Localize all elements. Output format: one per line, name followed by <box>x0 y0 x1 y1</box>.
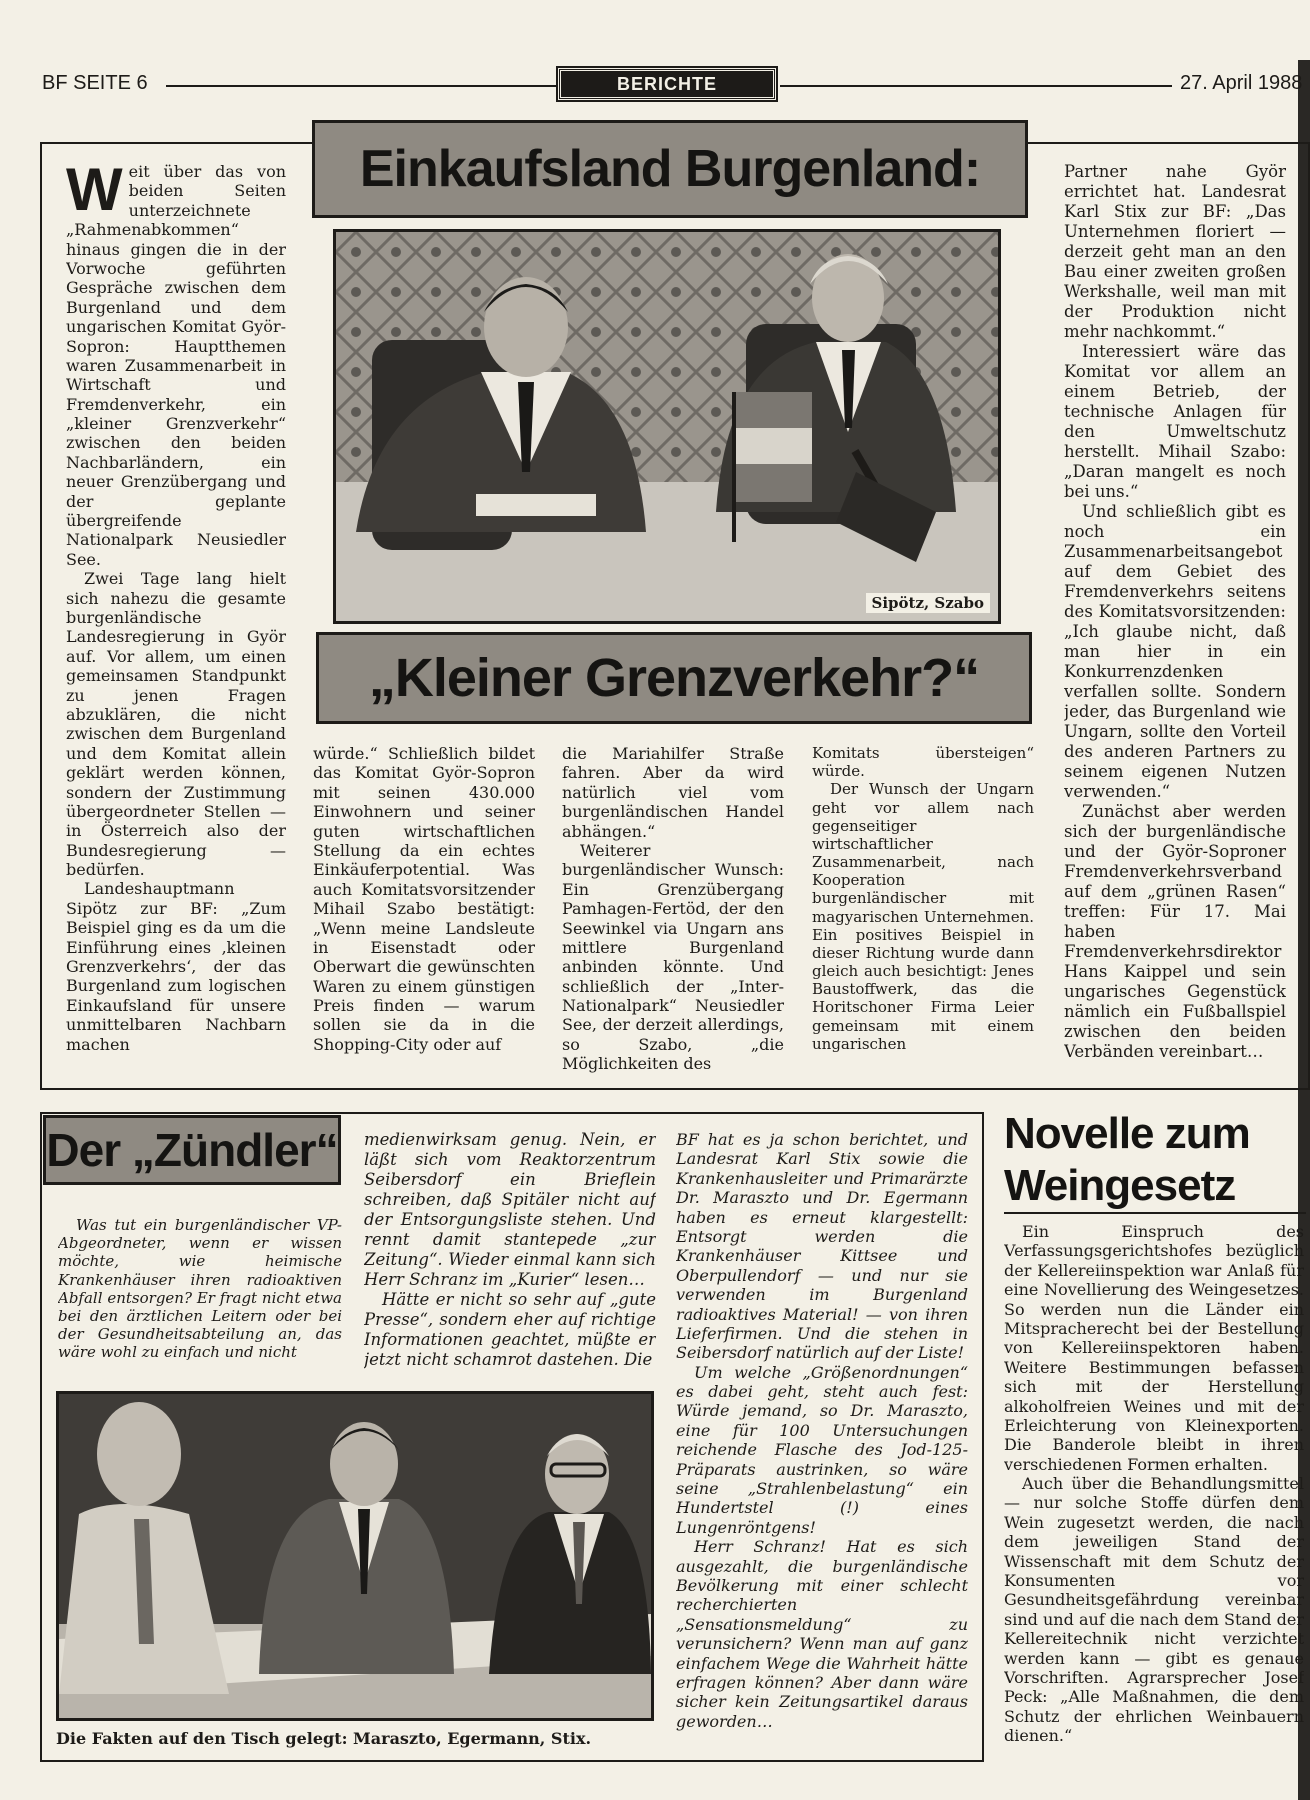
paragraph: Weiterer burgenländischer Wunsch: Ein Grenzübergang Pamhagen-Fertöd, der den Seewinkel via Ungarn ans mittlere Burgenland anbinden könnte. Und schließlich der „Inter-Nationalpark“ Neusiedler See, der derzeit allerdings, so Szabo, „die Möglichkeiten des <box>562 840 784 1074</box>
article1-headline: Einkaufsland Burgenland: <box>312 120 1028 218</box>
article3-headline: Novelle zum Weingesetz <box>1004 1109 1250 1210</box>
paragraph: Zunächst aber werden sich der burgenländische und der Györ-Soproner Fremdenverkehrsverband auf dem „grünen Rasen“ treffen: Für 17. Mai haben Fremdenverkehrsdirektor Hans Kaippel und sein ungarisches Gegenstück nämlich ein Fußballspiel zwischen den beiden Verbänden vereinbart… <box>1064 802 1286 1061</box>
paragraph: Partner nahe Györ errichtet hat. Landesrat Karl Stix zur BF: „Das Unternehmen floriert — derzeit geht man an den Bau einer zweiten großen Werkshalle, weil man mit der Produktion nicht mehr nachkommt.“ <box>1064 162 1286 341</box>
paragraph: Komitats übersteigen“ würde. <box>812 744 1034 781</box>
header-rule-right <box>780 85 1172 87</box>
paragraph: Auch über die Behandlungsmittel — nur solche Stoffe dürfen dem Wein zugesetzt werden, die nach dem jeweiligen Stand der Wissenschaft mit dem Schutz der Konsumenten vor Gesundheitsgefährdung vereinbar sind und auf die nach dem Stand der Kellereitechnik nicht verzichtet werden kann — gibt es genaue Vorschriften. Agrarsprecher Josef Peck: „Alle Maßnahmen, die dem Schutz der ehrlichen Weinbauern dienen.“ <box>1004 1474 1304 1746</box>
photo-caption: Die Fakten auf den Tisch gelegt: Maraszto, Egermann, Stix. <box>56 1729 592 1748</box>
article2-column-3 <box>676 1130 968 1752</box>
section-label: BERICHTE <box>558 68 776 100</box>
article3-rule <box>1004 1212 1306 1214</box>
article2-column-1 <box>58 1216 342 1382</box>
article3-body <box>1004 1222 1304 1770</box>
article1-subheadline: „Kleiner Grenzverkehr?“ <box>316 632 1032 724</box>
article1-photo <box>333 229 1001 624</box>
paragraph: Landeshauptmann Sipötz zur BF: „Zum Beispiel ging es da um die Einführung eines ‚kleinen Grenzverkehrs‘, der das Burgenland zum logischen Einkaufsland für unsere unmittelbaren Nachbarn machen <box>66 879 286 1054</box>
article2-headline: Der „Zündler“ <box>43 1115 341 1185</box>
paragraph: Was tut ein burgenländischer VP-Abgeordneter, wenn er wissen möchte, wie heimische Krankenhäuser ihren radioaktiven Abfall entsorgen? Er fragt nicht etwa bei den ärztlichen Leitern oder bei der Gesundheitsabteilung an, das wäre wohl zu einfach und nicht <box>58 1216 342 1362</box>
paragraph: eit über das von beiden Seiten unterzeichnete „Rahmenabkommen“ hinaus gingen die in der Vorwoche geführten Gespräche zwischen dem Burgenland und dem ungarischen Komitat Györ-Sopron: Hauptthemen waren Zusammenarbeit in Wirtschaft und Fremdenverkehr, ein „kleiner Grenzverkehr“ zwischen den beiden Nachbarländern, ein neuer Grenzübergang und der geplante übergreifende Nationalpark Neusiedler See. <box>66 162 286 569</box>
paragraph: Und schließlich gibt es noch ein Zusammenarbeitsangebot auf dem Gebiet des Fremdenverkehrs seitens des Komitatsvorsitzenden: „Ich glaube nicht, daß man hier in ein Konkurrenzdenken verfallen sollte. Sondern jeder, das Burgenland wie Ungarn, sollte den Vorteil des anderen Partners zu seinem eigenen Nutzen verwenden.“ <box>1064 502 1286 801</box>
paragraph: Ein Einspruch des Verfassungsgerichtshofes bezüglich der Kellereiinspektion war Anlaß für eine Novellierung des Weingesetzes. So werden nun die Länder ein Mitspracherecht bei der Bestellung von Kellereiinspektoren haben. Weitere Bestimmungen befassen sich mit der Herstellung alkoholfreien Weines und mit der Erleichterung von Kleinexporten. Die Banderole bleibt in ihren verschiedenen Formen erhalten. <box>1004 1222 1304 1474</box>
article1-column-2 <box>313 744 535 1074</box>
article1-column-1 <box>66 162 286 1082</box>
article2-photo <box>56 1391 654 1721</box>
paragraph: würde.“ Schließlich bildet das Komitat Györ-Sopron mit seinen 430.000 Einwohnern und seiner guten wirtschaftlichen Stellung da ein echtes Einkäuferpotential. Was auch Komitatsvorsitzender Mihail Szabo bestätigt: „Wenn meine Landsleute in Eisenstadt oder Oberwart die gewünschten Waren zu einem günstigen Preis finden — warum sollen sie da in die Shopping-City oder auf <box>313 744 535 1054</box>
article1-column-4 <box>812 744 1034 1074</box>
paragraph: Interessiert wäre das Komitat vor allem an einem Betrieb, der technische Anlagen für den Umweltschutz herstellt. Mihail Szabo: „Daran mangelt es noch bei uns.“ <box>1064 342 1286 501</box>
paragraph: Zwei Tage lang hielt sich nahezu die gesamte burgenländische Landesregierung in Györ auf. Vor allem, um einen gemeinsamen Standpunkt zu jenen Fragen abzuklären, die nicht zwischen dem Burgenland und dem Komitat allein geklärt werden können, sondern der Zustimmung übergeordneter Stellen — in Österreich also der Bundesregierung — bedürfen. <box>66 569 286 880</box>
page-number: BF SEITE 6 <box>42 72 148 94</box>
paragraph: Um welche „Größenordnungen“ es dabei geht, steht auch fest: Würde jemand, so Dr. Maraszto, eine für 100 Untersuchungen reichende Flasche des Jod-125-Präparats austrinken, so wäre seine „Strahlenbelastung“ ein Hundertstel (!) eines Lungenröntgens! <box>676 1362 968 1537</box>
paragraph: Der Wunsch der Ungarn geht vor allem nach gegenseitiger wirtschaftlicher Zusammenarbeit, nach Kooperation burgenländischer mit magyarischen Unternehmen. Ein positives Beispiel in dieser Richtung wurde dann gleich auch besichtigt: Jenes Baustoffwerk, das die Horitschoner Firma Leier gemeinsam mit einem ungarischen <box>812 780 1034 1053</box>
article1-column-3 <box>562 744 784 1074</box>
paragraph: medienwirksam genug. Nein, er läßt sich vom Reaktorzentrum Seibersdorf ein Brieflein schreiben, daß Spitäler nicht auf der Entsorgungsliste stehen. Und rennt damit stantepede „zur Zeitung“. Wieder einmal kann sich Herr Schranz im „Kurier“ lesen… <box>364 1130 656 1289</box>
header-rule-left <box>166 85 556 87</box>
article1-column-5 <box>1064 162 1286 1074</box>
paragraph: Herr Schranz! Hat es sich ausgezahlt, die burgenländische Bevölkerung mit einer schlecht recherchierten „Sensationsmeldung“ zu verunsichern? Wenn man auf ganz einfachem Wege die Wahrheit hätte erfragen können? Aber dann wäre sicher kein Zeitungsartikel daraus geworden… <box>676 1537 968 1731</box>
dropcap: W <box>66 162 123 223</box>
paragraph: BF hat es ja schon berichtet, und Landesrat Karl Stix sowie die Krankenhausleiter und Primarärzte Dr. Maraszto und Dr. Egermann haben es erneut klargestellt: Entsorgt werden die Krankenhäuser Kittsee und Oberpullendorf — und nur sie verwenden im Burgenland radioaktives Material! — von ihren Lieferfirmen. Und die stehen in Seibersdorf natürlich auf der Liste! <box>676 1130 968 1363</box>
meeting-photo-illustration <box>336 232 998 621</box>
paragraph: Hätte er nicht so sehr auf „gute Presse“, sondern eher auf richtige Informationen geachtet, müßte er jetzt nicht schamrot dastehen. Die <box>364 1290 656 1369</box>
press-conference-illustration <box>59 1394 651 1718</box>
issue-date: 27. April 1988 <box>1180 72 1303 94</box>
article2-column-2 <box>364 1130 656 1380</box>
paragraph: die Mariahilfer Straße fahren. Aber da wird natürlich viel vom burgenländischen Handel abhängen.“ <box>562 744 784 841</box>
photo-credit: Sipötz, Szabo <box>866 593 990 613</box>
